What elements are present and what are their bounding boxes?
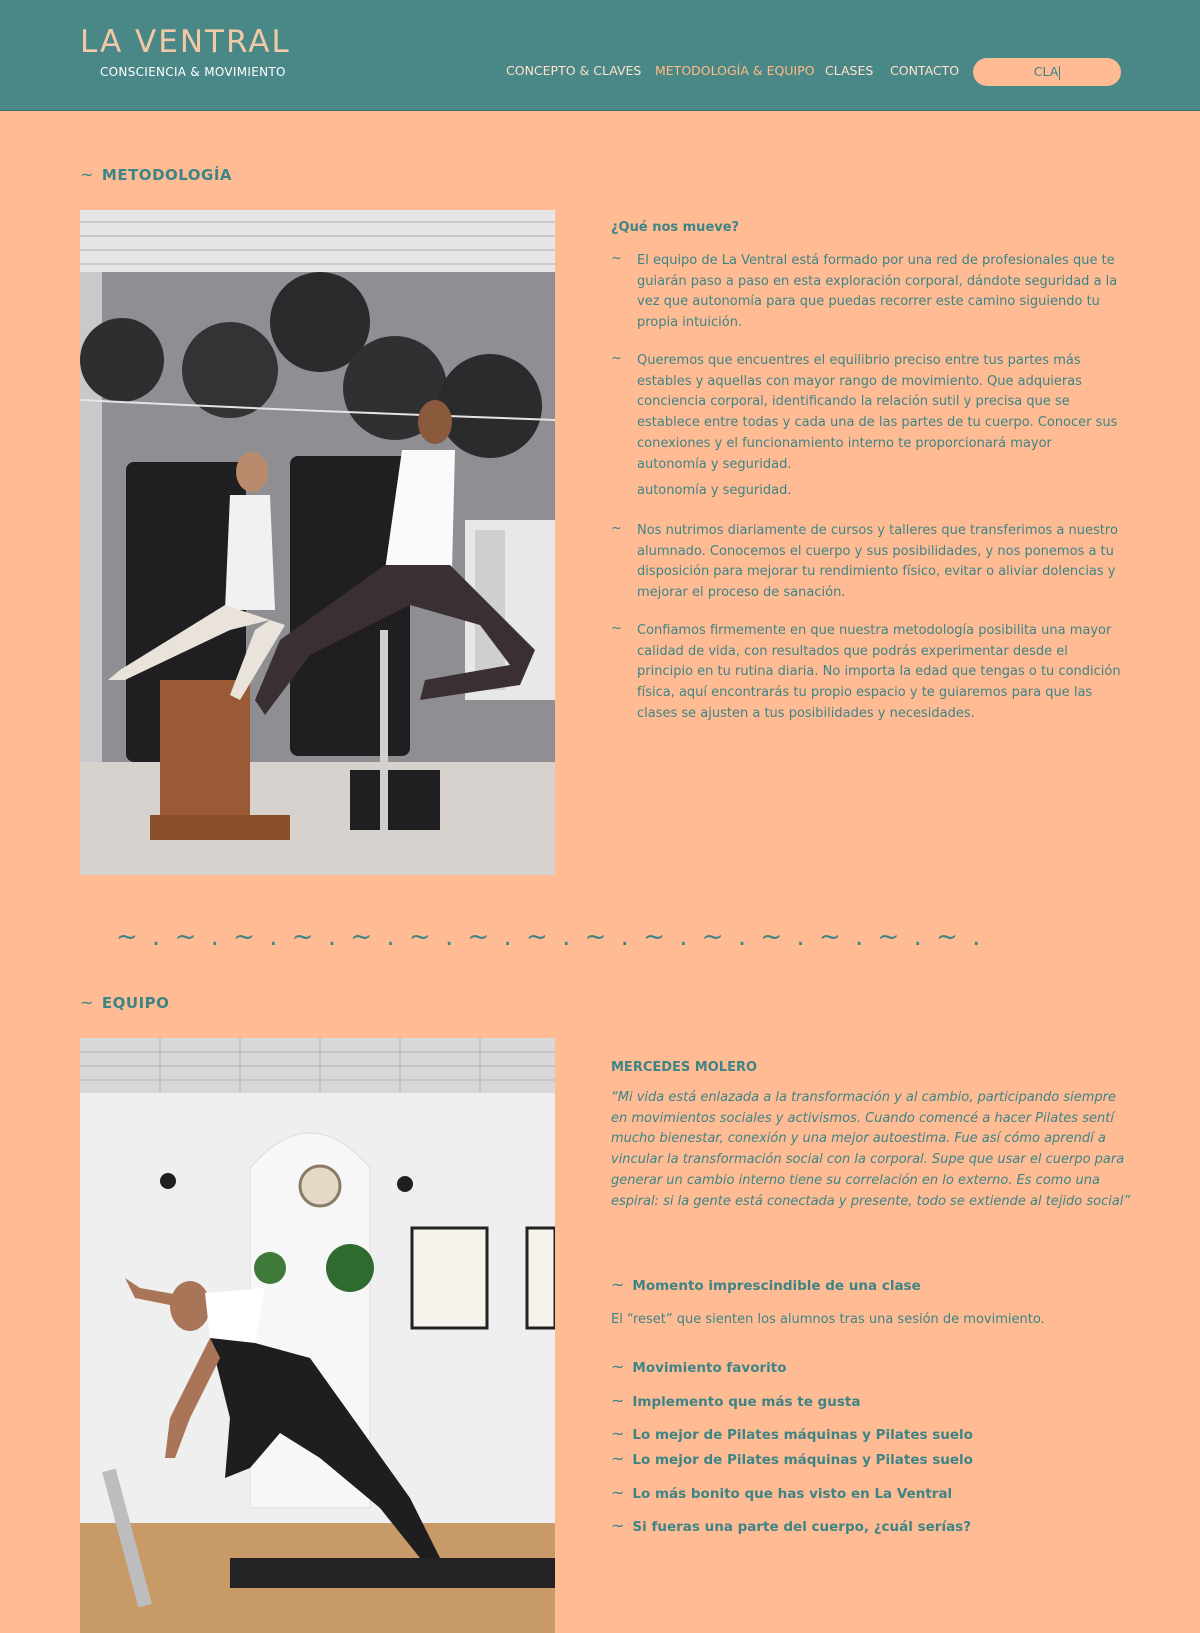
- site-header: [0, 0, 1200, 111]
- nav-item-clases[interactable]: CLASES: [825, 63, 874, 78]
- question-text: Lo más bonito que has visto en La Ventral: [632, 1486, 953, 1502]
- member-quote: “Mi vida está enlazada a la transformación y al cambio, participando siempre en movimientos sociales y activismos. Cuando comencé a hacer Pilates sentí mucho bienestar, conexión y una mejor autoestima. Fue así cómo aprendí a vincular la transformación social con la corporal. Supe que usar el cuerpo para generar un cambio interno tiene su correlación en lo externo. Es como una espiral: si la gente está conectada y presente, todo se extiende al tejido social”: [611, 1090, 1131, 1209]
- section-heading-label: METODOLOGÍA: [101, 165, 233, 184]
- nav-item-concepto[interactable]: CONCEPTO & CLAVES: [506, 63, 642, 78]
- wave-divider: ~ . ~ . ~ . ~ . ~ . ~ . ~ . ~ . ~ . ~ . ~ . ~ . ~ . ~ . ~ .: [116, 922, 984, 950]
- metodologia-paragraph: [611, 521, 1123, 604]
- question-text: Implemento que más te gusta: [632, 1394, 861, 1410]
- qa-question: [611, 1483, 952, 1502]
- question-text: Momento imprescindible de una clase: [632, 1278, 921, 1294]
- team-photo-mercedes: [80, 1038, 555, 1633]
- studio-photo-pilates-chair: [80, 210, 555, 875]
- member-name-label: MERCEDES MOLERO: [611, 1060, 758, 1075]
- tilde-icon: ~: [611, 1516, 625, 1535]
- metodologia-subheading: [611, 216, 1123, 235]
- metodologia-paragraph: [611, 351, 1123, 475]
- qa-question: [611, 1391, 860, 1410]
- section-heading-equipo: [80, 993, 169, 1012]
- question-text: Lo mejor de Pilates máquinas y Pilates suelo: [632, 1427, 973, 1443]
- tilde-icon: ~: [611, 1483, 625, 1502]
- section-heading-label: EQUIPO: [101, 993, 170, 1012]
- repeated-line: autonomía y seguridad.: [637, 483, 792, 498]
- qa-question: [611, 1424, 973, 1443]
- qa-question: [611, 1357, 787, 1376]
- question-text: Movimiento favorito: [632, 1360, 787, 1376]
- paragraph-text: Nos nutrimos diariamente de cursos y talleres que transferimos a nuestro alumnado. Conocemos el cuerpo y sus posibilidades, y nos ponemos a tu disposición para mejorar tu rendimiento físico, evitar o aliviar dolencias y mejorar el proceso de sanación.: [637, 523, 1118, 601]
- metodologia-paragraph: [611, 621, 1123, 725]
- tilde-icon: ~: [611, 621, 622, 636]
- paragraph-text: El equipo de La Ventral está formado por una red de profesionales que te guiarán paso a paso en esta exploración corporal, dándote seguridad a la vez que autonomía para que puedas recorrer este camino siguiendo tu propia intuición.: [637, 253, 1118, 331]
- tilde-icon: ~: [611, 1391, 625, 1410]
- subheading-que-nos-mueve: ¿Qué nos mueve?: [611, 220, 740, 235]
- logo-subtitle: CONSCIENCIA & MOVIMIENTO: [100, 65, 286, 79]
- tilde-icon: ~: [611, 1449, 625, 1468]
- tilde-icon: ~: [611, 1424, 625, 1443]
- qa-question: [611, 1449, 973, 1468]
- search-input[interactable]: [973, 58, 1121, 86]
- logo-title[interactable]: LA VENTRAL: [80, 24, 291, 60]
- tilde-icon: ~: [611, 1357, 625, 1376]
- team-member-name: [611, 1056, 1123, 1075]
- question-text: Lo mejor de Pilates máquinas y Pilates suelo: [632, 1452, 973, 1468]
- qa-question: [611, 1275, 921, 1294]
- tilde-icon: ~: [611, 351, 622, 366]
- tilde-icon: ~: [80, 165, 94, 184]
- tilde-icon: ~: [611, 251, 622, 266]
- section-heading-metodologia: [80, 165, 232, 184]
- tilde-icon: ~: [80, 993, 94, 1012]
- nav-item-contacto[interactable]: CONTACTO: [890, 63, 960, 78]
- text-caret: [1059, 66, 1060, 80]
- paragraph-text: Queremos que encuentres el equilibrio preciso entre tus partes más estables y aquellas con mayor rango de movimiento. Que adquieras conciencia corporal, identificando la relación sutil y precisa que se establece entre todas y cada una de las partes de tu cuerpo. Conocer sus conexiones y el funcionamiento interno te proporcionará mayor autonomía y seguridad.: [637, 353, 1118, 472]
- tilde-icon: ~: [611, 521, 622, 536]
- qa-question: [611, 1516, 971, 1535]
- paragraph-text: Confiamos firmemente en que nuestra metodología posibilita una mayor calidad de vida, con resultados que podrás experimentar desde el principio en tu rutina diaria. No importa la edad que tengas o tu condición física, aquí encontrarás tu propio espacio y te guiaremos para que las clases se ajusten a tus posibilidades y necesidades.: [637, 623, 1121, 721]
- nav-item-metodologia[interactable]: METODOLOGÍA & EQUIPO: [655, 63, 815, 78]
- qa-answer: El “reset” que sienten los alumnos tras una sesión de movimiento.: [611, 1312, 1045, 1327]
- search-value: CLA: [1033, 64, 1059, 79]
- question-text: Si fueras una parte del cuerpo, ¿cuál serías?: [632, 1519, 972, 1535]
- metodologia-paragraph: [611, 251, 1123, 334]
- tilde-icon: ~: [611, 1275, 625, 1294]
